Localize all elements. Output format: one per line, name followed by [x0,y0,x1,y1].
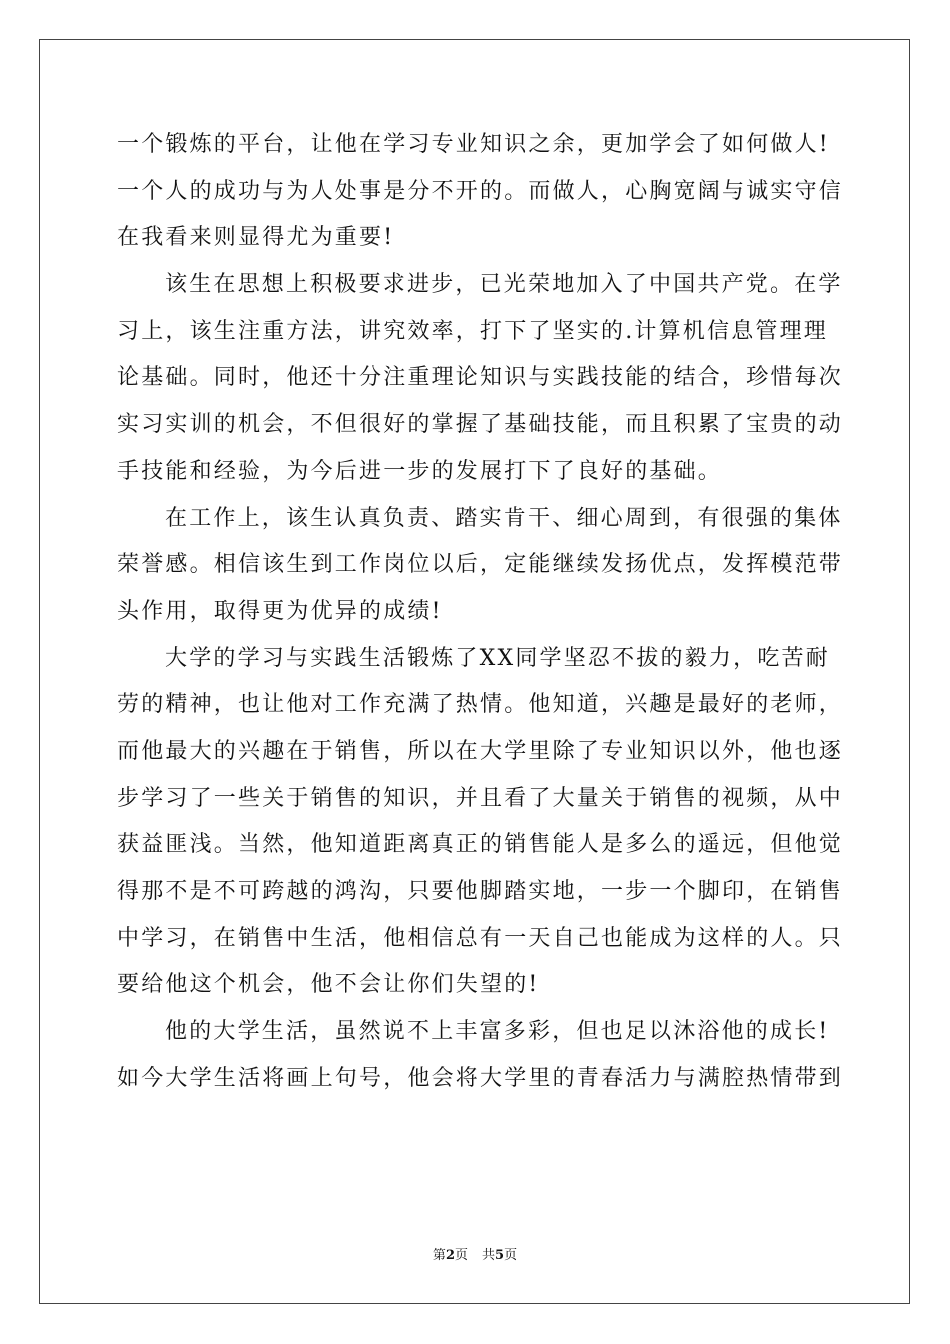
text-line: 要给他这个机会，他不会让你们失望的! [117,972,540,998]
text-line: 该生在思想上积极要求进步，已光荣地加入了中国共产党。在学 [165,272,843,298]
text-line: 实习实训的机会，不但很好的掌握了基础技能，而且积累了宝贵的动 [117,412,844,438]
text-line: 步学习了一些关于销售的知识，并且看了大量关于销售的视频，从中 [117,785,844,811]
text-line: 在工作上，该生认真负责、踏实肯干、细心周到，有很强的集体 [165,505,843,531]
page-number: 2 [445,1248,455,1263]
text-line: 他的大学生活，虽然说不上丰富多彩，但也足以沐浴他的成长! [165,1019,830,1045]
text-line: 头作用，取得更为优异的成绩! [117,598,443,624]
text-line: 手技能和经验，为今后进一步的发展打下了良好的基础。 [117,458,723,484]
text-line: 得那不是不可跨越的鸿沟，只要他脚踏实地，一步一个脚印，在销售 [117,879,844,904]
total-prefix: 共 [482,1248,496,1263]
total-pages: 5 [495,1248,505,1263]
text-line: 获益匪浅。当然，他知道距离真正的销售能人是多么的遥远，但他觉 [117,832,844,858]
text-line: 大学的学习与实践生活锻炼了XX同学坚忍不拔的毅力，吃苦耐 [165,645,830,671]
page-footer [0,1248,950,1264]
text-line: 论基础。同时，他还十分注重理论知识与实践技能的结合，珍惜每次 [117,365,844,391]
page-prefix: 第 [432,1248,446,1263]
text-line: 习上，该生注重方法，讲究效率，打下了坚实的.计算机信息管理理 [117,318,828,344]
text-line: 中学习，在销售中生活，他相信总有一天自己也能成为这样的人。只 [117,925,844,951]
document-body [117,122,844,1102]
text-line: 而他最大的兴趣在于销售，所以在大学里除了专业知识以外，他也逐 [117,738,844,764]
text-line: 在我看来则显得尤为重要! [117,225,395,251]
text-line: 一个人的成功与为人处事是分不开的。而做人，心胸宽阔与诚实守信 [117,178,844,204]
text-line: 如今大学生活将画上句号，他会将大学里的青春活力与满腔热情带到 [117,1065,844,1091]
text-line: 劳的精神，也让他对工作充满了热情。他知道，兴趣是最好的老师， [117,692,844,718]
text-line: 一个锻炼的平台，让他在学习专业知识之余，更加学会了如何做人! [117,132,830,157]
page-suffix: 页 [454,1248,468,1263]
total-suffix: 页 [504,1248,518,1263]
text-line: 荣誉感。相信该生到工作岗位以后，定能继续发扬优点，发挥模范带 [117,552,844,578]
